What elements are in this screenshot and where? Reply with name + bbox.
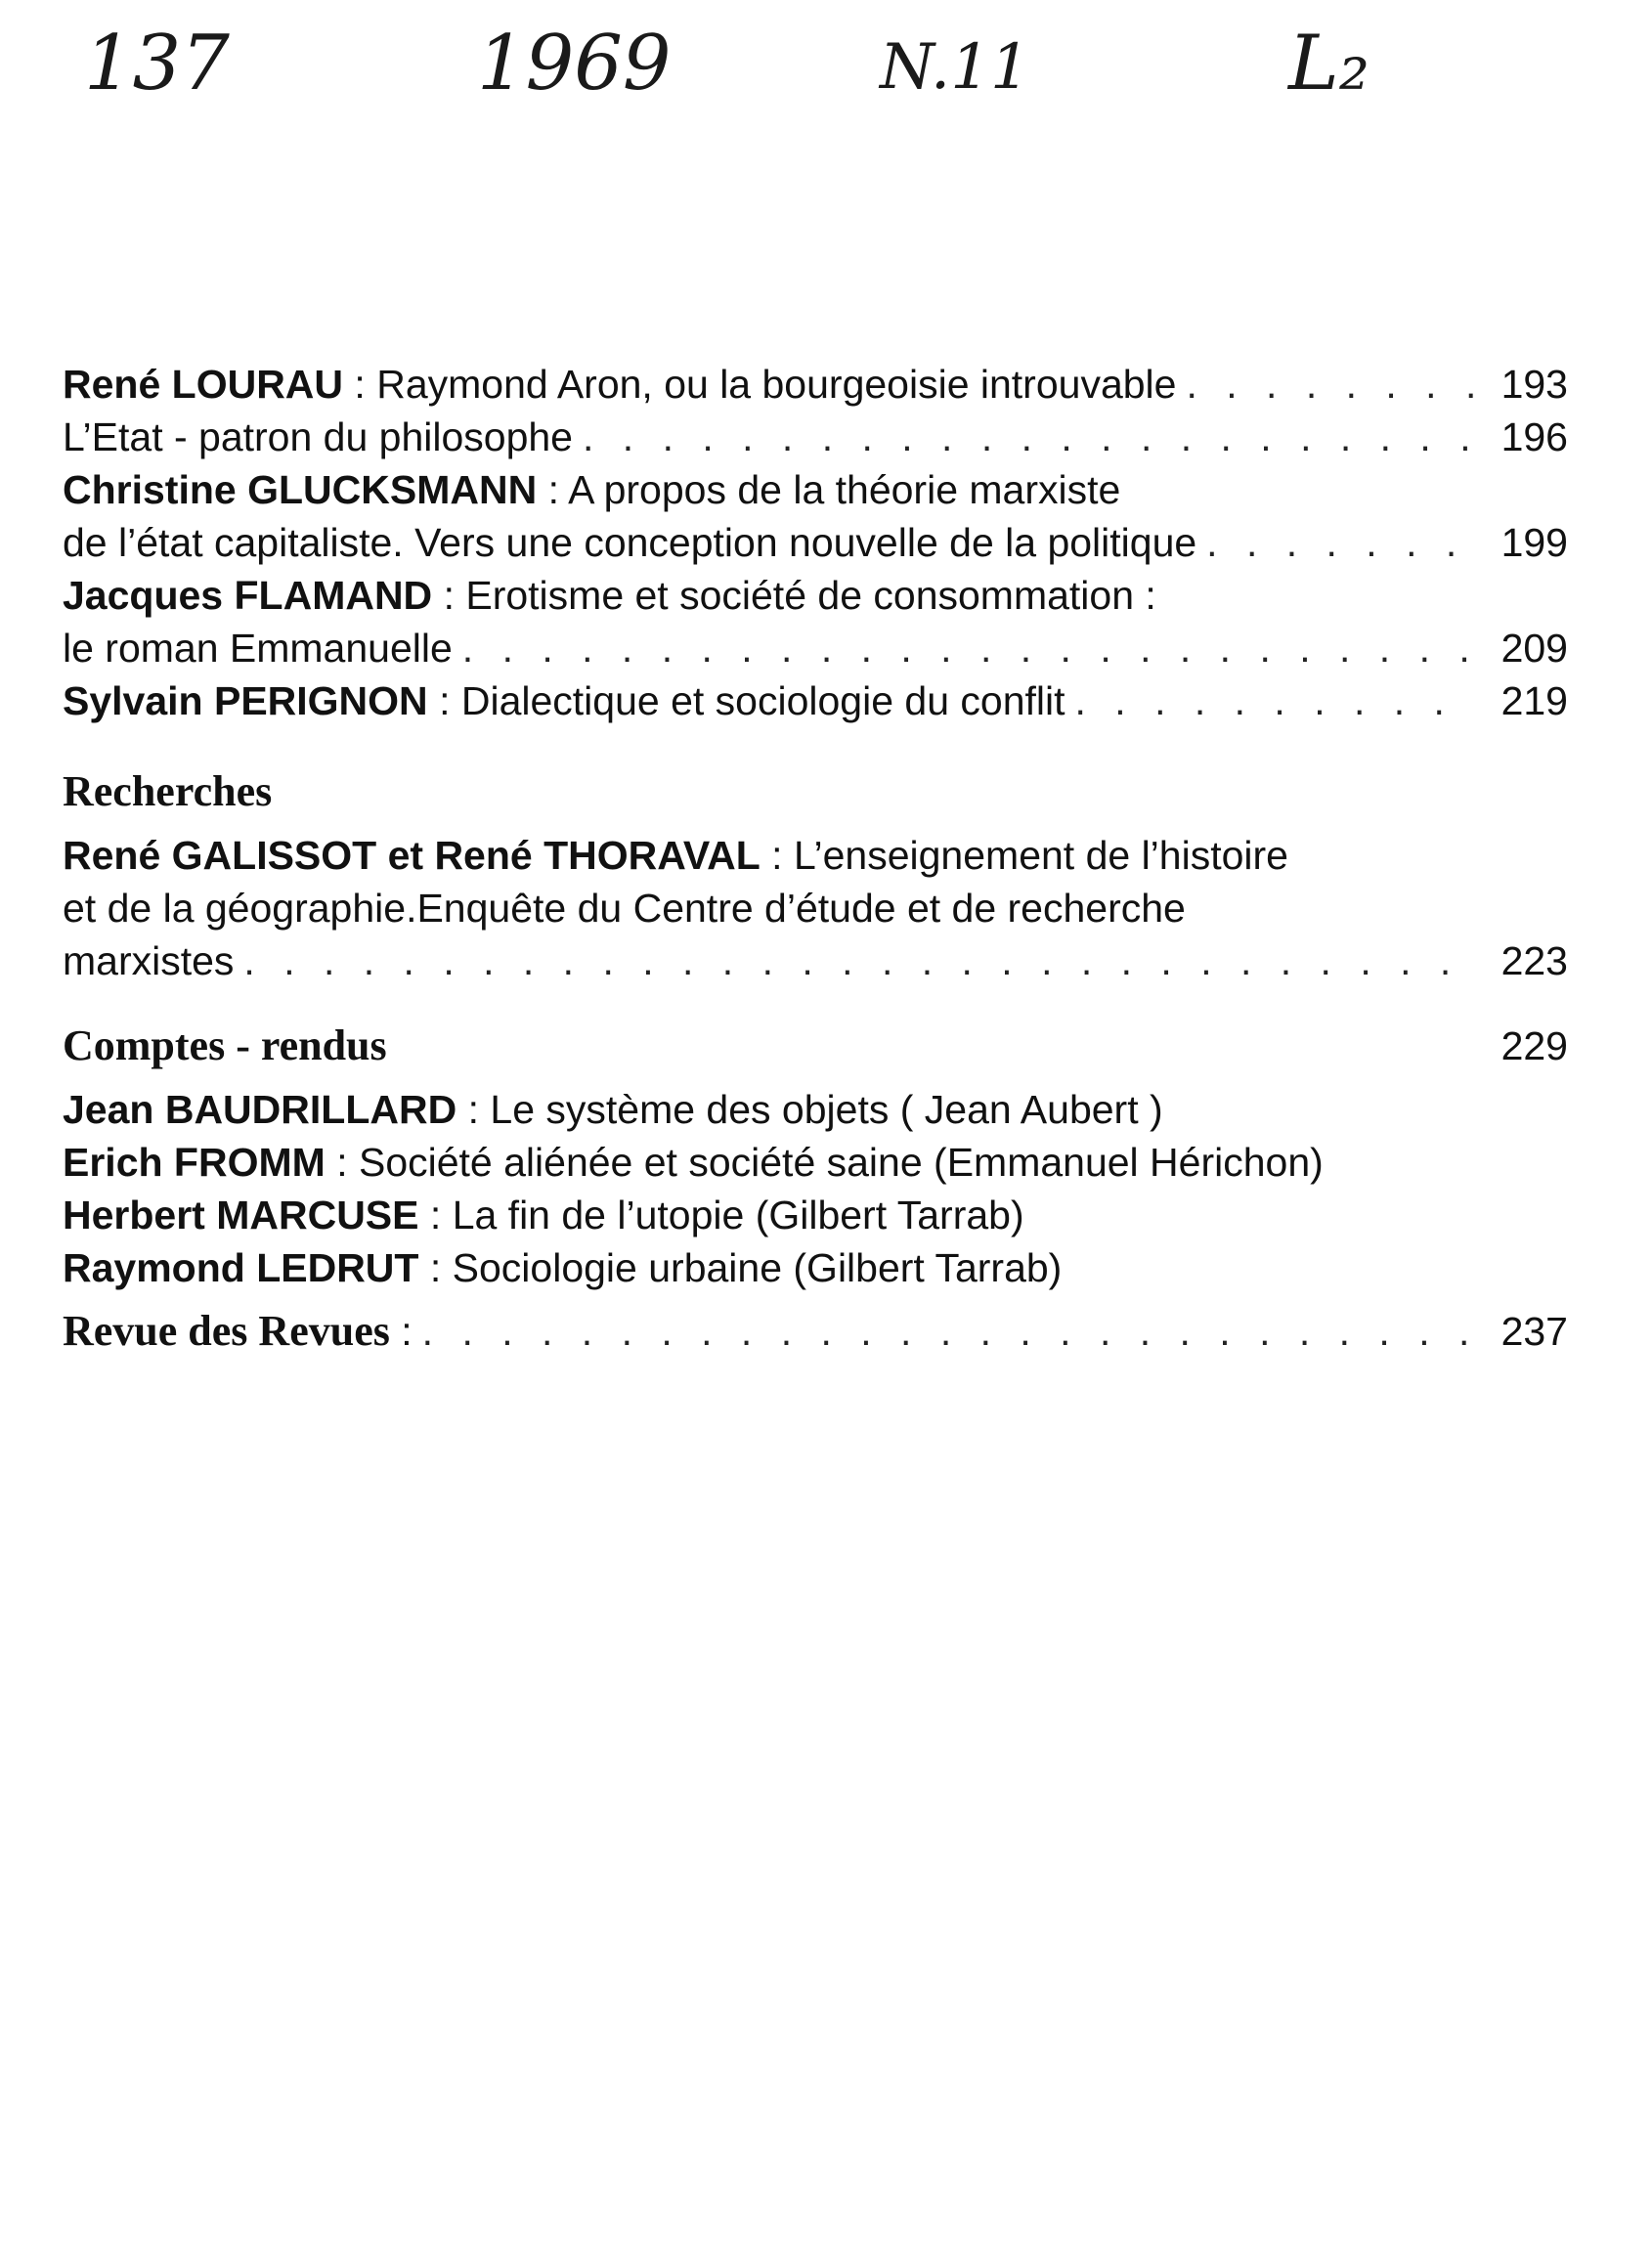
toc-line [63, 463, 1568, 516]
entry-author: Sylvain PERIGNON [63, 678, 428, 723]
review-item [63, 1189, 1568, 1241]
handwritten-issue: N.11 [880, 31, 1030, 104]
dot-leader [1206, 516, 1476, 569]
page-number: 219 [1500, 678, 1568, 723]
dot-leader [462, 622, 1476, 674]
review-author: Jean BAUDRILLARD [63, 1087, 457, 1132]
page-number: 223 [1500, 938, 1568, 983]
entry-author: Jacques FLAMAND [63, 573, 433, 618]
toc-line [63, 358, 1568, 411]
entry-title: L’enseignement de l’histoire [793, 833, 1288, 878]
entry-separator: : [760, 833, 794, 878]
handwritten-note: 137 [84, 20, 230, 108]
entry-separator: : [537, 467, 569, 512]
entry-title: A propos de la théorie marxiste [568, 467, 1121, 512]
entry-title-continued: marxistes [63, 938, 235, 983]
section-heading-comptes-rendus: Comptes - rendus [63, 1021, 387, 1069]
dot-leader [1186, 358, 1476, 411]
dot-leader [243, 934, 1476, 987]
review-item [63, 1241, 1568, 1294]
entry-title: L’Etat - patron du philosophe [63, 414, 573, 459]
toc-entry [63, 463, 1568, 569]
toc-line [63, 674, 1568, 727]
page-number: 193 [1500, 362, 1568, 407]
toc-entry [63, 358, 1568, 411]
page-number: 209 [1500, 626, 1568, 671]
toc-line [63, 1302, 1568, 1361]
entry-author: René LOURAU [63, 362, 344, 407]
entry-separator: : [456, 1087, 491, 1132]
toc-entry [63, 1302, 1568, 1361]
review-item [63, 1136, 1568, 1189]
entry-title: Raymond Aron, ou la bourgeoisie introuvable [376, 362, 1177, 407]
review-title: Le système des objets ( Jean Aubert ) [490, 1087, 1163, 1132]
toc-line [63, 622, 1568, 674]
page-number: 237 [1500, 1309, 1568, 1354]
toc-entry [63, 569, 1568, 674]
toc-line [63, 934, 1568, 987]
toc-line [63, 829, 1568, 882]
dot-leader [1075, 674, 1476, 727]
entry-title-continued: et de la géographie.Enquête du Centre d’étude et de recherche [63, 886, 1186, 931]
toc-line [63, 569, 1568, 622]
handwritten-mark: L₂ [1288, 20, 1370, 108]
entry-author: René GALISSOT et René THORAVAL [63, 833, 761, 878]
review-author: Raymond LEDRUT [63, 1245, 419, 1290]
entry-separator: : [325, 1140, 359, 1185]
section-heading-revue: Revue des Revues [63, 1307, 390, 1355]
entry-separator: : [427, 678, 461, 723]
dot-leader [583, 411, 1476, 463]
entry-separator: : [389, 1309, 413, 1354]
table-of-contents [63, 358, 1568, 1361]
review-author: Herbert MARCUSE [63, 1193, 419, 1237]
toc-line [63, 516, 1568, 569]
review-list [63, 1083, 1568, 1294]
toc-entry [63, 411, 1568, 463]
entry-title-continued: de l’état capitaliste. Vers une conception nouvelle de la politique [63, 520, 1197, 565]
review-title: Société aliénée et société saine (Emmanuel Hérichon) [358, 1140, 1324, 1185]
entry-separator: : [418, 1245, 453, 1290]
review-title: Sociologie urbaine (Gilbert Tarrab) [452, 1245, 1063, 1290]
review-author: Erich FROMM [63, 1140, 326, 1185]
toc-line [63, 411, 1568, 463]
page-number: 196 [1500, 414, 1568, 459]
review-item [63, 1083, 1568, 1136]
entry-separator: : [343, 362, 377, 407]
page-number: 229 [1500, 1023, 1568, 1068]
handwritten-year: 1969 [477, 20, 672, 108]
section-row-comptes-rendus [63, 1017, 1568, 1075]
entry-separator: : [418, 1193, 453, 1237]
entry-title: Dialectique et sociologie du conflit [460, 678, 1065, 723]
entry-title-continued: le roman Emmanuelle [63, 626, 453, 671]
dot-leader [422, 1305, 1476, 1358]
review-title: La fin de l’utopie (Gilbert Tarrab) [452, 1193, 1024, 1237]
entry-title: Erotisme et société de consommation : [465, 573, 1156, 618]
toc-entry [63, 674, 1568, 727]
entry-separator: : [432, 573, 466, 618]
page-number: 199 [1500, 520, 1568, 565]
entry-author: Christine GLUCKSMANN [63, 467, 538, 512]
toc-entry [63, 829, 1568, 987]
section-heading-recherches: Recherches [63, 767, 273, 815]
